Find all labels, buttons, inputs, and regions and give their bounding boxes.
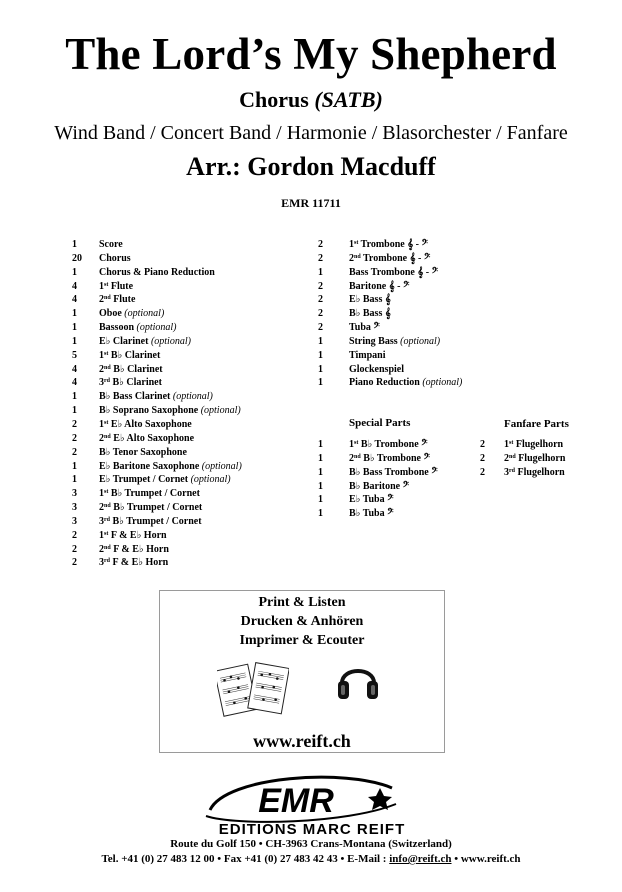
part-quantity: 4 bbox=[72, 294, 77, 306]
part-row bbox=[480, 452, 565, 466]
part-name: 1st B♭ Trumpet / Cornet bbox=[99, 488, 200, 500]
part-row bbox=[480, 438, 565, 452]
fanfare-parts-heading: Fanfare Parts bbox=[504, 418, 569, 430]
part-row bbox=[318, 376, 462, 390]
part-row bbox=[72, 280, 242, 294]
part-name: 1st E♭ Alto Saxophone bbox=[99, 418, 192, 430]
part-quantity: 2 bbox=[72, 529, 77, 541]
part-quantity: 1 bbox=[318, 508, 323, 520]
part-name: Chorus & Piano Reduction bbox=[99, 266, 215, 278]
part-name: 1st Flute bbox=[99, 280, 134, 292]
special-parts-heading: Special Parts bbox=[349, 417, 411, 429]
part-row bbox=[72, 473, 242, 487]
part-quantity: 2 bbox=[318, 322, 323, 334]
part-quantity: 20 bbox=[72, 252, 82, 264]
part-quantity: 1 bbox=[318, 335, 323, 347]
part-row bbox=[318, 321, 462, 335]
part-quantity: 4 bbox=[72, 280, 77, 292]
part-row bbox=[72, 307, 242, 321]
part-quantity: 2 bbox=[72, 432, 77, 444]
logo-wordmark: EDITIONS MARC REIFT bbox=[218, 821, 406, 838]
catalog-number: EMR 11711 bbox=[281, 196, 341, 210]
part-quantity: 1 bbox=[318, 480, 323, 492]
part-quantity: 1 bbox=[72, 335, 77, 347]
part-name: 1st F & E♭ Horn bbox=[99, 529, 167, 541]
part-row bbox=[318, 363, 462, 377]
part-name: B♭ Bass Trombone 𝄢 bbox=[349, 466, 438, 478]
part-row bbox=[318, 293, 462, 307]
part-name: 3rd F & E♭ Horn bbox=[99, 557, 169, 569]
part-quantity: 2 bbox=[480, 452, 485, 464]
part-quantity: 1 bbox=[72, 460, 77, 472]
publisher-contact bbox=[0, 853, 622, 866]
part-optional-note: (optional) bbox=[188, 474, 231, 486]
part-quantity: 2 bbox=[72, 418, 77, 430]
part-quantity: 1 bbox=[318, 494, 323, 506]
part-name: String Bass bbox=[349, 335, 398, 347]
part-row bbox=[72, 515, 242, 529]
part-row bbox=[318, 266, 462, 280]
part-quantity: 1 bbox=[72, 322, 77, 334]
part-name: 1st B♭ Clarinet bbox=[99, 349, 161, 361]
part-name: B♭ Soprano Saxophone bbox=[99, 405, 199, 417]
contact-phone-fax: Tel. +41 (0) 27 483 12 00 • Fax +41 (0) 27 483 42 43 • E-Mail : bbox=[101, 853, 390, 865]
part-name: E♭ Trumpet / Cornet bbox=[99, 474, 189, 486]
part-quantity: 1 bbox=[72, 308, 77, 320]
contact-email-link[interactable]: info@reift.ch bbox=[389, 853, 452, 865]
publisher-address: Route du Golf 150 • CH-3963 Crans-Montana (Switzerland) bbox=[170, 838, 452, 850]
part-row bbox=[318, 507, 438, 521]
part-name: 2nd Flugelhorn bbox=[504, 452, 566, 464]
part-row bbox=[72, 293, 242, 307]
part-quantity: 2 bbox=[318, 239, 323, 250]
part-row bbox=[72, 252, 242, 266]
part-name: Tuba 𝄢 bbox=[349, 322, 380, 334]
part-quantity: 5 bbox=[72, 349, 77, 361]
part-row bbox=[318, 452, 438, 466]
part-quantity: 1 bbox=[72, 391, 77, 403]
part-quantity: 2 bbox=[318, 294, 323, 306]
print-listen-box bbox=[159, 590, 445, 753]
arranger: Arr.: Gordon Macduff bbox=[186, 152, 436, 181]
part-name: 2nd E♭ Alto Saxophone bbox=[99, 432, 195, 444]
part-quantity: 1 bbox=[318, 452, 323, 464]
subtitle-main: Chorus bbox=[239, 87, 309, 112]
subtitle-voicing: (SATB) bbox=[314, 87, 383, 112]
part-optional-note: (optional) bbox=[198, 405, 241, 417]
part-name: B♭ Tuba 𝄢 bbox=[349, 508, 394, 520]
parts-list-column-1 bbox=[72, 238, 242, 570]
special-parts-list bbox=[318, 438, 438, 521]
part-name: E♭ Bass 𝄞 bbox=[349, 294, 391, 306]
promo-line-2: Drucken & Anhören bbox=[240, 614, 364, 629]
part-row bbox=[318, 493, 438, 507]
part-quantity: 1 bbox=[318, 466, 323, 478]
logo-mark: EMR bbox=[258, 782, 334, 820]
part-quantity: 2 bbox=[72, 557, 77, 569]
ensemble-line: Wind Band / Concert Band / Harmonie / Blasorchester / Fanfare bbox=[54, 122, 568, 144]
part-row bbox=[318, 438, 438, 452]
part-quantity: 1 bbox=[318, 266, 323, 278]
part-name: B♭ Bass 𝄞 bbox=[349, 308, 391, 320]
emr-logo bbox=[196, 770, 426, 838]
part-name: 1st Flugelhorn bbox=[504, 439, 564, 450]
part-name: Chorus bbox=[99, 252, 131, 264]
part-row bbox=[72, 349, 242, 363]
part-name: Oboe bbox=[99, 308, 122, 320]
part-name: Glockenspiel bbox=[349, 363, 405, 375]
part-optional-note: (optional) bbox=[121, 308, 165, 320]
part-row bbox=[318, 466, 438, 480]
part-name: 1st B♭ Trombone 𝄢 bbox=[349, 439, 428, 450]
part-row bbox=[72, 363, 242, 377]
part-name: Bassoon bbox=[99, 322, 135, 334]
part-quantity: 1 bbox=[72, 266, 77, 278]
part-name: 3rd Flugelhorn bbox=[504, 466, 565, 478]
part-name: E♭ Clarinet bbox=[99, 335, 149, 347]
part-quantity: 1 bbox=[318, 439, 323, 450]
part-quantity: 1 bbox=[72, 474, 77, 486]
part-quantity: 1 bbox=[72, 239, 77, 250]
part-name: 2nd B♭ Trumpet / Cornet bbox=[99, 502, 203, 514]
part-quantity: 2 bbox=[480, 439, 485, 450]
part-row bbox=[72, 376, 242, 390]
sheet-music-icon bbox=[217, 659, 289, 721]
part-quantity: 3 bbox=[72, 488, 77, 500]
parts-list-column-2 bbox=[318, 238, 462, 390]
part-row bbox=[318, 349, 462, 363]
part-row bbox=[72, 432, 242, 446]
part-name: 2nd Flute bbox=[99, 294, 136, 306]
part-row bbox=[72, 335, 242, 349]
part-optional-note: (optional) bbox=[419, 377, 463, 389]
part-name: 2nd B♭ Clarinet bbox=[99, 363, 163, 375]
part-name: 3rd B♭ Trumpet / Cornet bbox=[99, 515, 202, 527]
part-row bbox=[72, 238, 242, 252]
part-name: E♭ Baritone Saxophone bbox=[99, 460, 200, 472]
part-row bbox=[72, 390, 242, 404]
part-row bbox=[318, 280, 462, 294]
part-row bbox=[72, 487, 242, 501]
part-row bbox=[72, 556, 242, 570]
part-quantity: 1 bbox=[318, 377, 323, 389]
part-name: B♭ Tenor Saxophone bbox=[99, 446, 187, 458]
part-row bbox=[72, 543, 242, 557]
promo-url[interactable]: www.reift.ch bbox=[253, 731, 351, 751]
part-name: 3rd B♭ Clarinet bbox=[99, 377, 162, 389]
headphones-icon bbox=[336, 657, 380, 705]
part-optional-note: (optional) bbox=[170, 391, 213, 403]
part-optional-note: (optional) bbox=[199, 460, 242, 472]
part-row bbox=[318, 252, 462, 266]
part-name: B♭ Bass Clarinet bbox=[99, 391, 171, 403]
part-name: 1st Trombone 𝄞 - 𝄢 bbox=[349, 239, 428, 250]
part-quantity: 2 bbox=[72, 446, 77, 458]
part-name: E♭ Tuba 𝄢 bbox=[349, 494, 394, 506]
part-row bbox=[72, 418, 242, 432]
part-name: 2nd Trombone 𝄞 - 𝄢 bbox=[349, 252, 431, 264]
part-quantity: 3 bbox=[72, 515, 77, 527]
part-row bbox=[72, 266, 242, 280]
contact-website[interactable]: • www.reift.ch bbox=[451, 853, 521, 865]
part-quantity: 1 bbox=[318, 363, 323, 375]
part-name: Baritone 𝄞 - 𝄢 bbox=[349, 280, 410, 292]
part-name: 2nd B♭ Trombone 𝄢 bbox=[349, 452, 430, 464]
part-row bbox=[318, 307, 462, 321]
promo-line-3: Imprimer & Ecouter bbox=[239, 633, 365, 648]
part-row bbox=[72, 446, 242, 460]
fanfare-parts-list bbox=[480, 438, 565, 480]
part-name: B♭ Baritone 𝄢 bbox=[349, 480, 410, 492]
part-quantity: 2 bbox=[318, 308, 323, 320]
part-row bbox=[72, 460, 242, 474]
part-quantity: 2 bbox=[480, 466, 485, 478]
part-quantity: 2 bbox=[318, 280, 323, 292]
part-optional-note: (optional) bbox=[148, 335, 191, 347]
part-name: 2nd F & E♭ Horn bbox=[99, 543, 169, 555]
part-quantity: 4 bbox=[72, 363, 77, 375]
page-title: The Lord’s My Shepherd bbox=[65, 29, 557, 79]
part-row bbox=[318, 238, 462, 252]
part-quantity: 1 bbox=[318, 349, 323, 361]
part-quantity: 3 bbox=[72, 502, 77, 514]
part-row bbox=[318, 480, 438, 494]
part-row bbox=[72, 529, 242, 543]
part-name: Bass Trombone 𝄞 - 𝄢 bbox=[349, 266, 439, 278]
part-quantity: 2 bbox=[72, 543, 77, 555]
part-row bbox=[72, 321, 242, 335]
part-row bbox=[480, 466, 565, 480]
subtitle bbox=[0, 87, 622, 113]
part-optional-note: (optional) bbox=[134, 322, 177, 334]
part-row bbox=[72, 501, 242, 515]
part-optional-note: (optional) bbox=[397, 335, 441, 347]
promo-line-1: Print & Listen bbox=[258, 595, 346, 610]
part-row bbox=[318, 335, 462, 349]
part-name: Score bbox=[99, 239, 123, 250]
part-name: Piano Reduction bbox=[349, 377, 420, 389]
part-name: Timpani bbox=[349, 349, 386, 361]
part-quantity: 4 bbox=[72, 377, 77, 389]
part-row bbox=[72, 404, 242, 418]
part-quantity: 2 bbox=[318, 252, 323, 264]
part-quantity: 1 bbox=[72, 405, 77, 417]
